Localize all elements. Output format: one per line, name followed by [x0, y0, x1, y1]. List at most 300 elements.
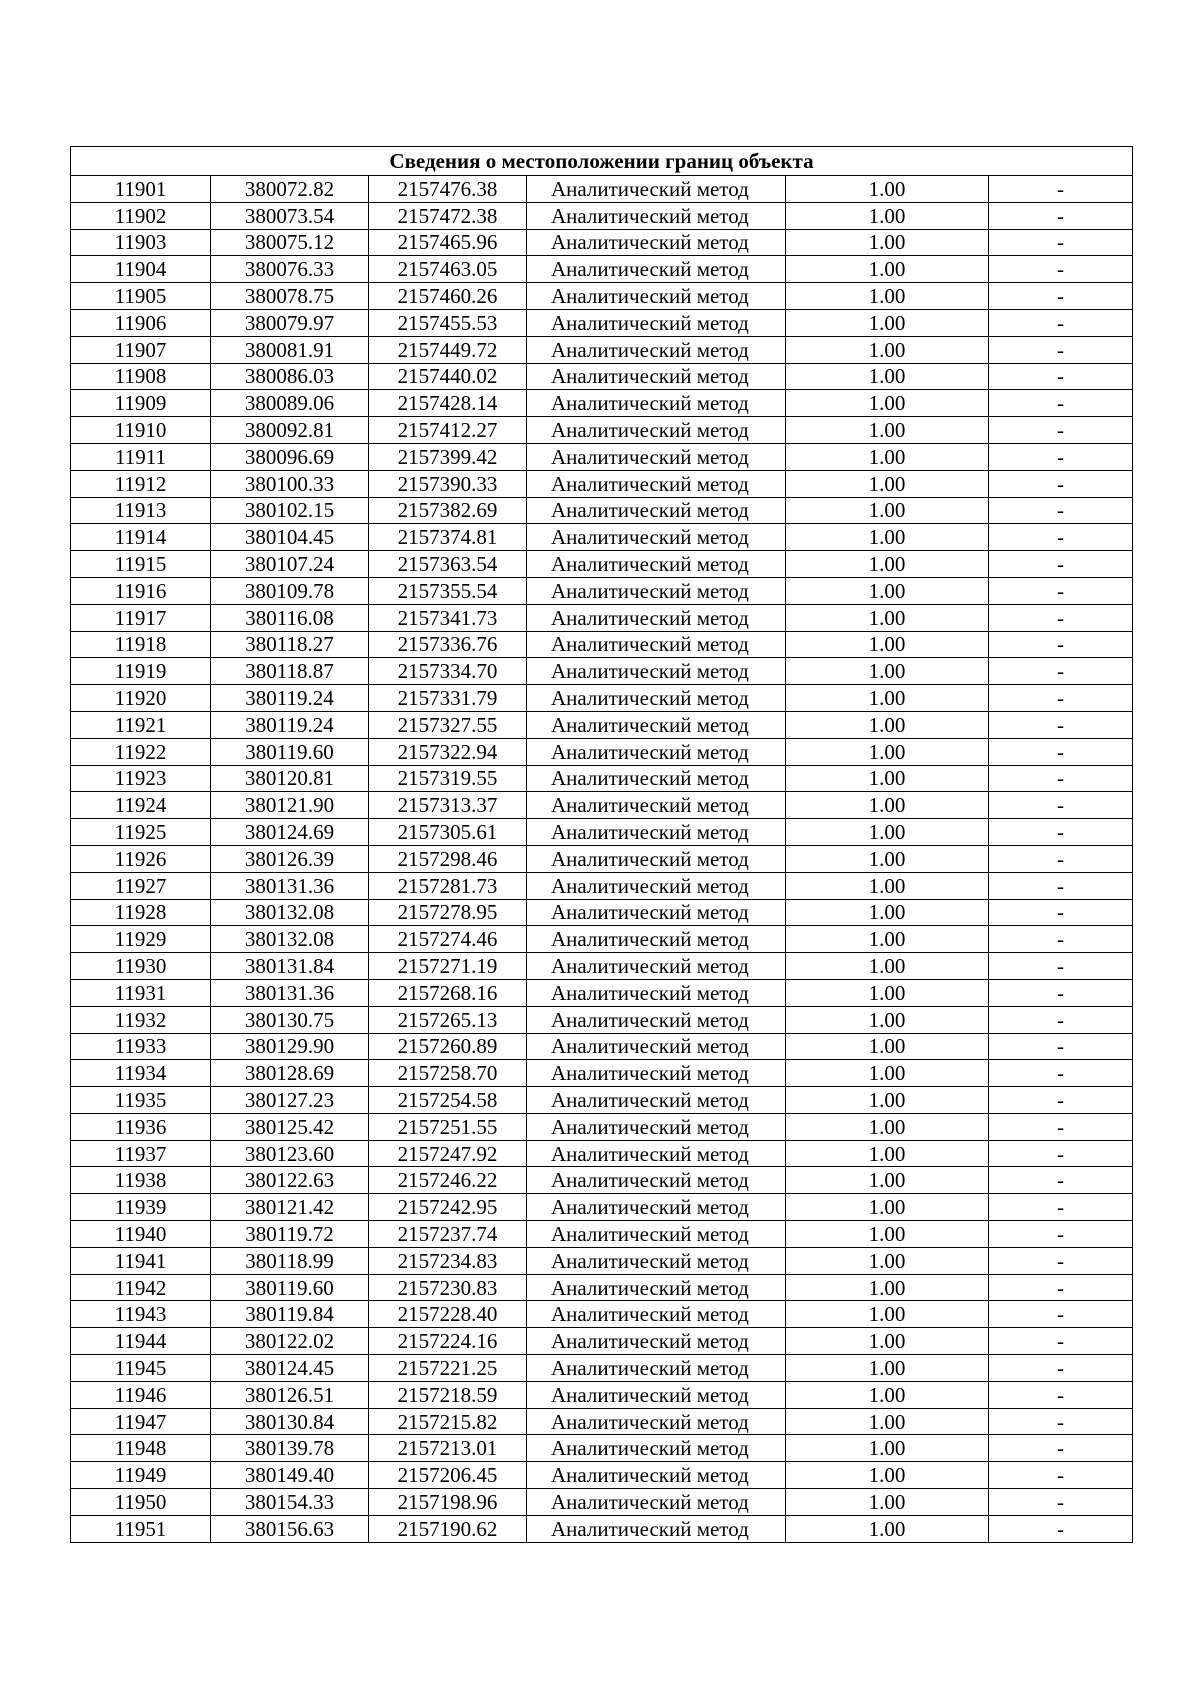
method-cell: Аналитический метод: [527, 953, 786, 980]
table-row: [71, 1408, 1133, 1435]
point-number-cell: 11914: [71, 524, 211, 551]
x-coordinate-cell: 380123.60: [211, 1140, 369, 1167]
point-number-cell: 11940: [71, 1221, 211, 1248]
table-row: [71, 1435, 1133, 1462]
method-cell: Аналитический метод: [527, 738, 786, 765]
accuracy-cell: 1.00: [786, 1381, 989, 1408]
accuracy-cell: 1.00: [786, 443, 989, 470]
method-cell: Аналитический метод: [527, 1328, 786, 1355]
extra-cell: -: [989, 1087, 1133, 1114]
extra-cell: -: [989, 1489, 1133, 1516]
table-row: [71, 765, 1133, 792]
table-row: [71, 524, 1133, 551]
extra-cell: -: [989, 1221, 1133, 1248]
method-cell: Аналитический метод: [527, 283, 786, 310]
point-number-cell: 11925: [71, 819, 211, 846]
x-coordinate-cell: 380102.15: [211, 497, 369, 524]
y-coordinate-cell: 2157460.26: [369, 283, 527, 310]
x-coordinate-cell: 380072.82: [211, 176, 369, 203]
table-row: [71, 390, 1133, 417]
extra-cell: -: [989, 819, 1133, 846]
table-row: [71, 604, 1133, 631]
point-number-cell: 11937: [71, 1140, 211, 1167]
table-body: [71, 176, 1133, 1543]
point-number-cell: 11910: [71, 417, 211, 444]
accuracy-cell: 1.00: [786, 658, 989, 685]
x-coordinate-cell: 380089.06: [211, 390, 369, 417]
accuracy-cell: 1.00: [786, 1113, 989, 1140]
y-coordinate-cell: 2157265.13: [369, 1006, 527, 1033]
method-cell: Аналитический метод: [527, 1221, 786, 1248]
y-coordinate-cell: 2157242.95: [369, 1194, 527, 1221]
y-coordinate-cell: 2157230.83: [369, 1274, 527, 1301]
table-row: [71, 551, 1133, 578]
point-number-cell: 11942: [71, 1274, 211, 1301]
extra-cell: -: [989, 1515, 1133, 1542]
method-cell: Аналитический метод: [527, 497, 786, 524]
accuracy-cell: 1.00: [786, 1515, 989, 1542]
x-coordinate-cell: 380131.84: [211, 953, 369, 980]
extra-cell: -: [989, 685, 1133, 712]
extra-cell: -: [989, 1301, 1133, 1328]
x-coordinate-cell: 380109.78: [211, 577, 369, 604]
table-row: [71, 497, 1133, 524]
y-coordinate-cell: 2157455.53: [369, 309, 527, 336]
y-coordinate-cell: 2157327.55: [369, 711, 527, 738]
table-row: [71, 845, 1133, 872]
extra-cell: -: [989, 1060, 1133, 1087]
method-cell: Аналитический метод: [527, 363, 786, 390]
extra-cell: -: [989, 1006, 1133, 1033]
point-number-cell: 11948: [71, 1435, 211, 1462]
y-coordinate-cell: 2157399.42: [369, 443, 527, 470]
extra-cell: -: [989, 1408, 1133, 1435]
table-row: [71, 926, 1133, 953]
table-title-row: [71, 147, 1133, 176]
point-number-cell: 11909: [71, 390, 211, 417]
method-cell: Аналитический метод: [527, 1033, 786, 1060]
table-row: [71, 738, 1133, 765]
x-coordinate-cell: 380078.75: [211, 283, 369, 310]
extra-cell: -: [989, 363, 1133, 390]
x-coordinate-cell: 380104.45: [211, 524, 369, 551]
accuracy-cell: 1.00: [786, 711, 989, 738]
accuracy-cell: 1.00: [786, 1060, 989, 1087]
extra-cell: -: [989, 443, 1133, 470]
x-coordinate-cell: 380149.40: [211, 1462, 369, 1489]
table-row: [71, 283, 1133, 310]
x-coordinate-cell: 380119.84: [211, 1301, 369, 1328]
extra-cell: -: [989, 390, 1133, 417]
extra-cell: -: [989, 1247, 1133, 1274]
x-coordinate-cell: 380132.08: [211, 926, 369, 953]
y-coordinate-cell: 2157221.25: [369, 1355, 527, 1382]
x-coordinate-cell: 380119.72: [211, 1221, 369, 1248]
table-row: [71, 819, 1133, 846]
x-coordinate-cell: 380116.08: [211, 604, 369, 631]
extra-cell: -: [989, 309, 1133, 336]
accuracy-cell: 1.00: [786, 256, 989, 283]
x-coordinate-cell: 380118.27: [211, 631, 369, 658]
method-cell: Аналитический метод: [527, 1060, 786, 1087]
y-coordinate-cell: 2157234.83: [369, 1247, 527, 1274]
method-cell: Аналитический метод: [527, 1462, 786, 1489]
accuracy-cell: 1.00: [786, 1087, 989, 1114]
x-coordinate-cell: 380122.02: [211, 1328, 369, 1355]
x-coordinate-cell: 380121.42: [211, 1194, 369, 1221]
y-coordinate-cell: 2157472.38: [369, 202, 527, 229]
y-coordinate-cell: 2157298.46: [369, 845, 527, 872]
y-coordinate-cell: 2157374.81: [369, 524, 527, 551]
x-coordinate-cell: 380128.69: [211, 1060, 369, 1087]
point-number-cell: 11926: [71, 845, 211, 872]
point-number-cell: 11939: [71, 1194, 211, 1221]
point-number-cell: 11943: [71, 1301, 211, 1328]
accuracy-cell: 1.00: [786, 363, 989, 390]
extra-cell: -: [989, 551, 1133, 578]
method-cell: Аналитический метод: [527, 1355, 786, 1382]
accuracy-cell: 1.00: [786, 524, 989, 551]
method-cell: Аналитический метод: [527, 470, 786, 497]
method-cell: Аналитический метод: [527, 1006, 786, 1033]
extra-cell: -: [989, 1140, 1133, 1167]
extra-cell: -: [989, 1462, 1133, 1489]
y-coordinate-cell: 2157254.58: [369, 1087, 527, 1114]
method-cell: Аналитический метод: [527, 792, 786, 819]
point-number-cell: 11927: [71, 872, 211, 899]
accuracy-cell: 1.00: [786, 551, 989, 578]
table-row: [71, 872, 1133, 899]
x-coordinate-cell: 380126.51: [211, 1381, 369, 1408]
accuracy-cell: 1.00: [786, 283, 989, 310]
table-row: [71, 953, 1133, 980]
point-number-cell: 11902: [71, 202, 211, 229]
table-row: [71, 417, 1133, 444]
extra-cell: -: [989, 1355, 1133, 1382]
point-number-cell: 11918: [71, 631, 211, 658]
y-coordinate-cell: 2157428.14: [369, 390, 527, 417]
accuracy-cell: 1.00: [786, 738, 989, 765]
y-coordinate-cell: 2157246.22: [369, 1167, 527, 1194]
accuracy-cell: 1.00: [786, 1006, 989, 1033]
table-row: [71, 229, 1133, 256]
method-cell: Аналитический метод: [527, 926, 786, 953]
method-cell: Аналитический метод: [527, 1274, 786, 1301]
point-number-cell: 11929: [71, 926, 211, 953]
y-coordinate-cell: 2157319.55: [369, 765, 527, 792]
table-row: [71, 1328, 1133, 1355]
table-row: [71, 309, 1133, 336]
table-row: [71, 1140, 1133, 1167]
point-number-cell: 11905: [71, 283, 211, 310]
accuracy-cell: 1.00: [786, 470, 989, 497]
method-cell: Аналитический метод: [527, 1489, 786, 1516]
accuracy-cell: 1.00: [786, 604, 989, 631]
accuracy-cell: 1.00: [786, 1194, 989, 1221]
method-cell: Аналитический метод: [527, 765, 786, 792]
extra-cell: -: [989, 1328, 1133, 1355]
x-coordinate-cell: 380121.90: [211, 792, 369, 819]
x-coordinate-cell: 380118.87: [211, 658, 369, 685]
x-coordinate-cell: 380126.39: [211, 845, 369, 872]
x-coordinate-cell: 380073.54: [211, 202, 369, 229]
y-coordinate-cell: 2157215.82: [369, 1408, 527, 1435]
extra-cell: -: [989, 926, 1133, 953]
point-number-cell: 11935: [71, 1087, 211, 1114]
point-number-cell: 11917: [71, 604, 211, 631]
extra-cell: -: [989, 631, 1133, 658]
method-cell: Аналитический метод: [527, 1435, 786, 1462]
method-cell: Аналитический метод: [527, 604, 786, 631]
point-number-cell: 11945: [71, 1355, 211, 1382]
x-coordinate-cell: 380107.24: [211, 551, 369, 578]
y-coordinate-cell: 2157213.01: [369, 1435, 527, 1462]
method-cell: Аналитический метод: [527, 417, 786, 444]
method-cell: Аналитический метод: [527, 577, 786, 604]
point-number-cell: 11941: [71, 1247, 211, 1274]
extra-cell: -: [989, 524, 1133, 551]
table-row: [71, 363, 1133, 390]
point-number-cell: 11938: [71, 1167, 211, 1194]
extra-cell: -: [989, 979, 1133, 1006]
y-coordinate-cell: 2157341.73: [369, 604, 527, 631]
point-number-cell: 11915: [71, 551, 211, 578]
extra-cell: -: [989, 577, 1133, 604]
x-coordinate-cell: 380156.63: [211, 1515, 369, 1542]
extra-cell: -: [989, 845, 1133, 872]
point-number-cell: 11906: [71, 309, 211, 336]
accuracy-cell: 1.00: [786, 631, 989, 658]
x-coordinate-cell: 380119.24: [211, 711, 369, 738]
point-number-cell: 11923: [71, 765, 211, 792]
x-coordinate-cell: 380119.60: [211, 1274, 369, 1301]
y-coordinate-cell: 2157336.76: [369, 631, 527, 658]
point-number-cell: 11908: [71, 363, 211, 390]
accuracy-cell: 1.00: [786, 872, 989, 899]
accuracy-cell: 1.00: [786, 1247, 989, 1274]
point-number-cell: 11928: [71, 899, 211, 926]
y-coordinate-cell: 2157274.46: [369, 926, 527, 953]
accuracy-cell: 1.00: [786, 1462, 989, 1489]
accuracy-cell: 1.00: [786, 1033, 989, 1060]
point-number-cell: 11903: [71, 229, 211, 256]
x-coordinate-cell: 380125.42: [211, 1113, 369, 1140]
y-coordinate-cell: 2157331.79: [369, 685, 527, 712]
method-cell: Аналитический метод: [527, 1301, 786, 1328]
extra-cell: -: [989, 336, 1133, 363]
x-coordinate-cell: 380096.69: [211, 443, 369, 470]
y-coordinate-cell: 2157465.96: [369, 229, 527, 256]
method-cell: Аналитический метод: [527, 1247, 786, 1274]
method-cell: Аналитический метод: [527, 819, 786, 846]
extra-cell: -: [989, 765, 1133, 792]
point-number-cell: 11912: [71, 470, 211, 497]
extra-cell: -: [989, 497, 1133, 524]
x-coordinate-cell: 380154.33: [211, 1489, 369, 1516]
method-cell: Аналитический метод: [527, 229, 786, 256]
extra-cell: -: [989, 1194, 1133, 1221]
table-row: [71, 711, 1133, 738]
point-number-cell: 11950: [71, 1489, 211, 1516]
table-row: [71, 631, 1133, 658]
table-row: [71, 1301, 1133, 1328]
point-number-cell: 11907: [71, 336, 211, 363]
x-coordinate-cell: 380119.60: [211, 738, 369, 765]
point-number-cell: 11932: [71, 1006, 211, 1033]
y-coordinate-cell: 2157390.33: [369, 470, 527, 497]
extra-cell: -: [989, 470, 1133, 497]
method-cell: Аналитический метод: [527, 1167, 786, 1194]
table-row: [71, 470, 1133, 497]
x-coordinate-cell: 380076.33: [211, 256, 369, 283]
x-coordinate-cell: 380129.90: [211, 1033, 369, 1060]
x-coordinate-cell: 380119.24: [211, 685, 369, 712]
method-cell: Аналитический метод: [527, 711, 786, 738]
accuracy-cell: 1.00: [786, 176, 989, 203]
accuracy-cell: 1.00: [786, 1274, 989, 1301]
point-number-cell: 11951: [71, 1515, 211, 1542]
y-coordinate-cell: 2157355.54: [369, 577, 527, 604]
accuracy-cell: 1.00: [786, 792, 989, 819]
point-number-cell: 11947: [71, 1408, 211, 1435]
table-row: [71, 1060, 1133, 1087]
accuracy-cell: 1.00: [786, 1328, 989, 1355]
y-coordinate-cell: 2157251.55: [369, 1113, 527, 1140]
y-coordinate-cell: 2157313.37: [369, 792, 527, 819]
x-coordinate-cell: 380132.08: [211, 899, 369, 926]
point-number-cell: 11933: [71, 1033, 211, 1060]
point-number-cell: 11919: [71, 658, 211, 685]
y-coordinate-cell: 2157237.74: [369, 1221, 527, 1248]
table-row: [71, 1462, 1133, 1489]
x-coordinate-cell: 380075.12: [211, 229, 369, 256]
method-cell: Аналитический метод: [527, 685, 786, 712]
x-coordinate-cell: 380122.63: [211, 1167, 369, 1194]
point-number-cell: 11916: [71, 577, 211, 604]
table-row: [71, 658, 1133, 685]
x-coordinate-cell: 380130.75: [211, 1006, 369, 1033]
y-coordinate-cell: 2157363.54: [369, 551, 527, 578]
extra-cell: -: [989, 899, 1133, 926]
method-cell: Аналитический метод: [527, 979, 786, 1006]
method-cell: Аналитический метод: [527, 1515, 786, 1542]
y-coordinate-cell: 2157322.94: [369, 738, 527, 765]
table-row: [71, 1221, 1133, 1248]
y-coordinate-cell: 2157412.27: [369, 417, 527, 444]
extra-cell: -: [989, 1167, 1133, 1194]
point-number-cell: 11911: [71, 443, 211, 470]
extra-cell: -: [989, 792, 1133, 819]
extra-cell: -: [989, 658, 1133, 685]
table-row: [71, 1087, 1133, 1114]
y-coordinate-cell: 2157260.89: [369, 1033, 527, 1060]
table-row: [71, 685, 1133, 712]
point-number-cell: 11944: [71, 1328, 211, 1355]
method-cell: Аналитический метод: [527, 551, 786, 578]
method-cell: Аналитический метод: [527, 1408, 786, 1435]
table-row: [71, 443, 1133, 470]
y-coordinate-cell: 2157190.62: [369, 1515, 527, 1542]
x-coordinate-cell: 380130.84: [211, 1408, 369, 1435]
table-row: [71, 1274, 1133, 1301]
accuracy-cell: 1.00: [786, 845, 989, 872]
table-row: [71, 1113, 1133, 1140]
method-cell: Аналитический метод: [527, 390, 786, 417]
y-coordinate-cell: 2157224.16: [369, 1328, 527, 1355]
y-coordinate-cell: 2157281.73: [369, 872, 527, 899]
accuracy-cell: 1.00: [786, 229, 989, 256]
accuracy-cell: 1.00: [786, 685, 989, 712]
accuracy-cell: 1.00: [786, 819, 989, 846]
accuracy-cell: 1.00: [786, 926, 989, 953]
accuracy-cell: 1.00: [786, 979, 989, 1006]
extra-cell: -: [989, 417, 1133, 444]
y-coordinate-cell: 2157334.70: [369, 658, 527, 685]
table-row: [71, 256, 1133, 283]
table-row: [71, 1033, 1133, 1060]
method-cell: Аналитический метод: [527, 256, 786, 283]
point-number-cell: 11913: [71, 497, 211, 524]
accuracy-cell: 1.00: [786, 1408, 989, 1435]
method-cell: Аналитический метод: [527, 524, 786, 551]
point-number-cell: 11934: [71, 1060, 211, 1087]
extra-cell: -: [989, 953, 1133, 980]
accuracy-cell: 1.00: [786, 1301, 989, 1328]
point-number-cell: 11930: [71, 953, 211, 980]
point-number-cell: 11936: [71, 1113, 211, 1140]
y-coordinate-cell: 2157463.05: [369, 256, 527, 283]
table-row: [71, 899, 1133, 926]
table-row: [71, 979, 1133, 1006]
point-number-cell: 11946: [71, 1381, 211, 1408]
method-cell: Аналитический метод: [527, 845, 786, 872]
y-coordinate-cell: 2157206.45: [369, 1462, 527, 1489]
accuracy-cell: 1.00: [786, 1167, 989, 1194]
method-cell: Аналитический метод: [527, 176, 786, 203]
point-number-cell: 11904: [71, 256, 211, 283]
table-row: [71, 1355, 1133, 1382]
extra-cell: -: [989, 202, 1133, 229]
y-coordinate-cell: 2157271.19: [369, 953, 527, 980]
accuracy-cell: 1.00: [786, 577, 989, 604]
accuracy-cell: 1.00: [786, 1140, 989, 1167]
extra-cell: -: [989, 872, 1133, 899]
extra-cell: -: [989, 176, 1133, 203]
point-number-cell: 11931: [71, 979, 211, 1006]
table-row: [71, 1006, 1133, 1033]
x-coordinate-cell: 380131.36: [211, 872, 369, 899]
x-coordinate-cell: 380127.23: [211, 1087, 369, 1114]
point-number-cell: 11949: [71, 1462, 211, 1489]
boundary-coordinates-table: [70, 146, 1133, 1543]
x-coordinate-cell: 380118.99: [211, 1247, 369, 1274]
method-cell: Аналитический метод: [527, 1194, 786, 1221]
point-number-cell: 11920: [71, 685, 211, 712]
method-cell: Аналитический метод: [527, 658, 786, 685]
extra-cell: -: [989, 229, 1133, 256]
y-coordinate-cell: 2157218.59: [369, 1381, 527, 1408]
y-coordinate-cell: 2157258.70: [369, 1060, 527, 1087]
method-cell: Аналитический метод: [527, 899, 786, 926]
method-cell: Аналитический метод: [527, 336, 786, 363]
method-cell: Аналитический метод: [527, 631, 786, 658]
extra-cell: -: [989, 1113, 1133, 1140]
accuracy-cell: 1.00: [786, 417, 989, 444]
extra-cell: -: [989, 711, 1133, 738]
accuracy-cell: 1.00: [786, 1221, 989, 1248]
table-row: [71, 1489, 1133, 1516]
accuracy-cell: 1.00: [786, 390, 989, 417]
